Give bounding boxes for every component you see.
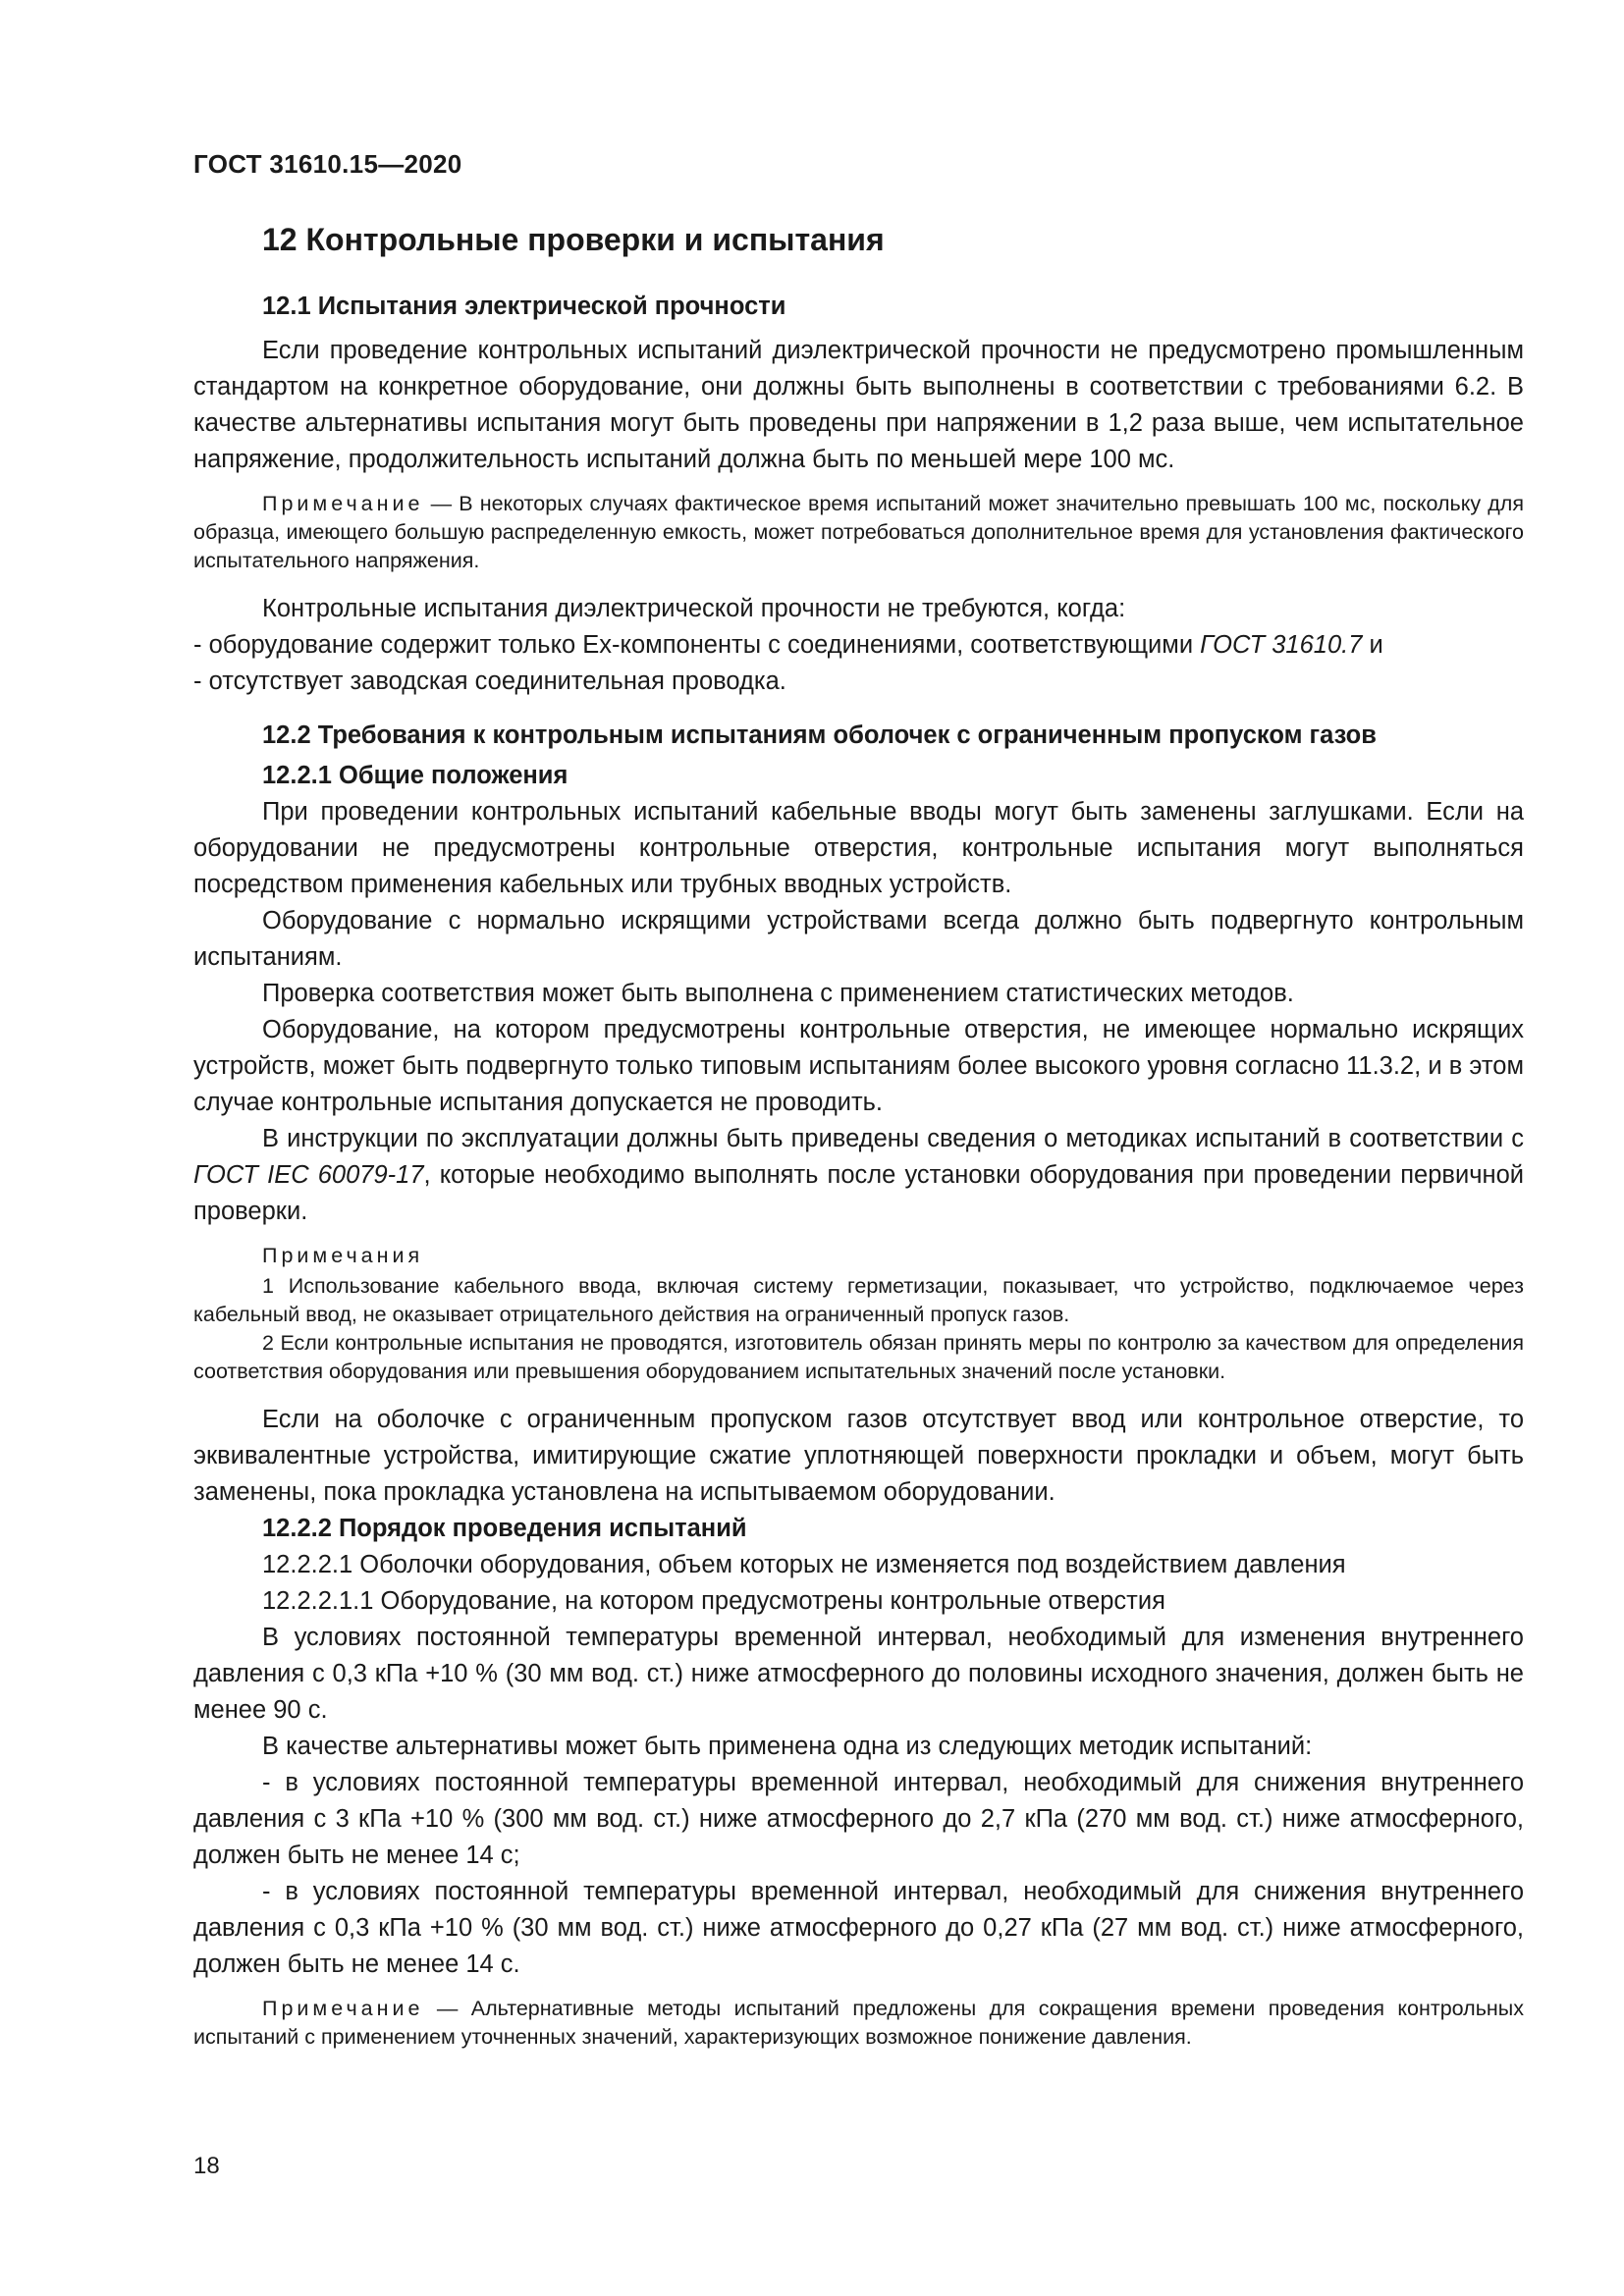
- page-content: [193, 218, 1524, 2067]
- paragraph: В условиях постоянной температуры временной интервал, необходимый для изменения внутреннего давления с 0,3 кПа +10 % (30 мм вод. ст.) ниже атмосферного до половины исходного значения, должен быть не менее 90 с.: [193, 1624, 1524, 1724]
- paragraph: Если на оболочке с ограниченным пропуском газов отсутствует ввод или контрольное отверстие, то эквивалентные устройства, имитирующие сжатие уплотняющей поверхности прокладки и объем, могут быть заменены, пока прокладка установлена на испытываемом оборудовании.: [193, 1406, 1524, 1506]
- note: [193, 1995, 1524, 2052]
- list-item-text: и: [1362, 631, 1383, 659]
- paragraph: Если проведение контрольных испытаний диэлектрической прочности не предусмотрено промышленным стандартом на конкретное оборудование, они должны быть выполнены в соответствии с требованиями 6.2. В качестве альтернативы испытания могут быть проведены при напряжении в 1,2 раза выше, чем испытательное напряжение, продолжительность испытаний должна быть по меньшей мере 100 мс.: [193, 337, 1524, 473]
- note-text: — В некоторых случаях фактическое время испытаний может значительно превышать 100 мс, поскольку для образца, имеющего большую распределенную емкость, может потребоваться дополнительное время для установления фактического испытательного напряжения.: [193, 492, 1524, 572]
- paragraph: В качестве альтернативы может быть применена одна из следующих методик испытаний:: [262, 1733, 1313, 1760]
- note-text: — Альтернативные методы испытаний предложены для сокращения времени проведения контрольных испытаний с применением уточненных значений, характеризующих возможное понижение давления.: [193, 1997, 1524, 2049]
- list-item-text: - оборудование содержит только Ex-компоненты с соединениями, соответствующими: [193, 631, 1201, 659]
- note-item: 2 Если контрольные испытания не проводятся, изготовитель обязан принять меры по контролю за качеством для определения соответствия оборудования или превышения оборудованием испытательных значений после установки.: [193, 1331, 1524, 1383]
- paragraph: Проверка соответствия может быть выполнена с применением статистических методов.: [262, 980, 1294, 1007]
- note: [193, 490, 1524, 575]
- list-item: - отсутствует заводская соединительная проводка.: [193, 667, 786, 695]
- section-12-2-2-heading: 12.2.2 Порядок проведения испытаний: [262, 1515, 747, 1542]
- section-12-heading: 12 Контрольные проверки и испытания: [262, 222, 885, 257]
- standard-reference: ГОСТ 31610.7: [1200, 631, 1363, 659]
- page-number: 18: [193, 2153, 220, 2179]
- note-label: Примечание: [262, 1997, 424, 2020]
- note-item: 1 Использование кабельного ввода, включая систему герметизации, показывает, что устройство, подключаемое через кабельный ввод, не оказывает отрицательного действия на ограниченный пропуск газов.: [193, 1274, 1524, 1326]
- paragraph: Оборудование, на котором предусмотрены контрольные отверстия, не имеющее нормально искрящих устройств, может быть подвергнуто только типовым испытаниям более высокого уровня согласно 11.3.2, и в этом случае контрольные испытания допускается не проводить.: [193, 1016, 1524, 1116]
- paragraph: 12.2.2.1 Оболочки оборудования, объем которых не изменяется под воздействием давления: [262, 1551, 1346, 1578]
- paragraph: - в условиях постоянной температуры временной интервал, необходимый для снижения внутреннего давления с 3 кПа +10 % (300 мм вод. ст.) ниже атмосферного до 2,7 кПа (270 мм вод. ст.) ниже атмосферного, должен быть не менее 14 с;: [193, 1769, 1524, 1869]
- standard-reference: ГОСТ IEC 60079-17: [193, 1161, 424, 1189]
- paragraph: При проведении контрольных испытаний кабельные вводы могут быть заменены заглушками. Если на оборудовании не предусмотрены контрольные отверстия, контрольные испытания могут выполняться посредством применения кабельных или трубных вводных устройств.: [193, 798, 1524, 898]
- paragraph: - в условиях постоянной температуры временной интервал, необходимый для снижения внутреннего давления с 0,3 кПа +10 % (30 мм вод. ст.) ниже атмосферного до 0,27 кПа (27 мм вод. ст.) ниже атмосферного, должен быть не менее 14 с.: [193, 1878, 1524, 1978]
- section-12-2-heading: 12.2 Требования к контрольным испытаниям оболочек с ограниченным пропуском газов: [262, 721, 1377, 749]
- paragraph: Оборудование с нормально искрящими устройствами всегда должно быть подвергнуто контрольным испытаниям.: [193, 907, 1524, 971]
- document-code: ГОСТ 31610.15—2020: [193, 149, 462, 179]
- paragraph-text: , которые необходимо выполнять после установки оборудования при проведении первичной проверки.: [193, 1161, 1524, 1225]
- paragraph-text: В инструкции по эксплуатации должны быть приведены сведения о методиках испытаний в соответствии с: [262, 1125, 1524, 1152]
- note-label: Примечание: [262, 492, 424, 515]
- paragraph: Контрольные испытания диэлектрической прочности не требуются, когда:: [262, 595, 1126, 622]
- section-12-1-heading: 12.1 Испытания электрической прочности: [262, 293, 786, 320]
- list-item: [193, 627, 1524, 664]
- section-12-2-1-heading: 12.2.1 Общие положения: [262, 762, 568, 789]
- paragraph: 12.2.2.1.1 Оборудование, на котором предусмотрены контрольные отверстия: [262, 1587, 1165, 1615]
- paragraph: [193, 1121, 1524, 1230]
- notes-heading: Примечания: [262, 1244, 424, 1267]
